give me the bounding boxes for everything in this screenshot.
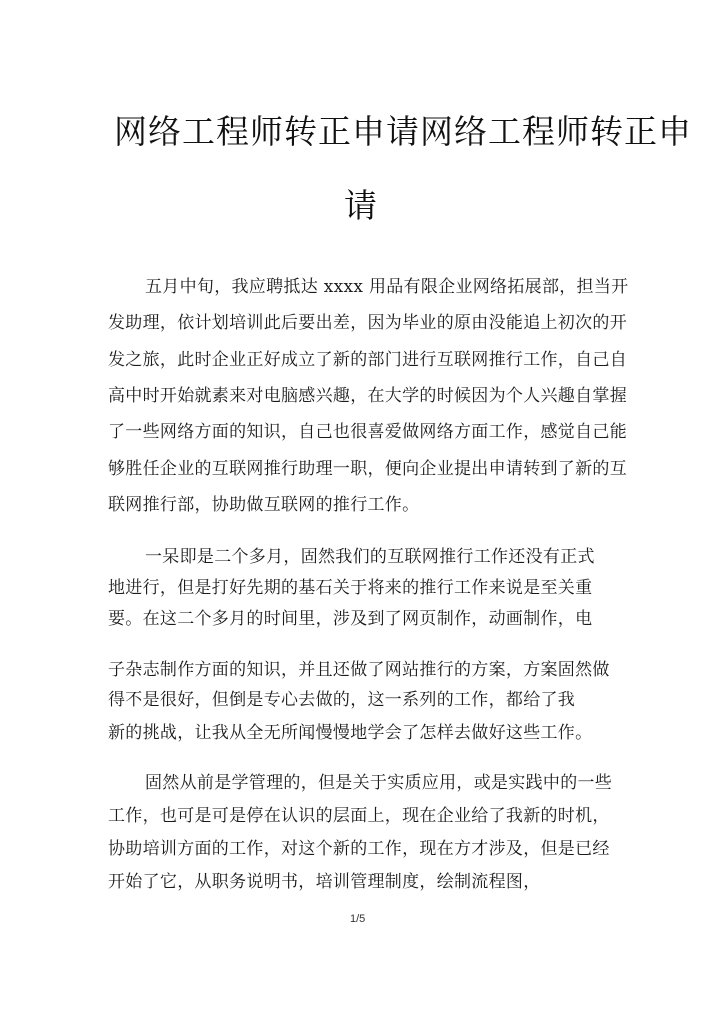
paragraph-1-line-5: 了一些网络方面的知识，自己也很喜爱做网络方面工作，感觉自己能 (108, 422, 627, 442)
paragraph-2-line-3: 要。在这二个多月的时间里，涉及到了网页制作，动画制作，电 (108, 609, 593, 629)
paragraph-3-line-1: 固然从前是学管理的，但是关于实质应用，或是实践中的一些 (145, 773, 613, 793)
paragraph-1-line-3: 发之旅，此时企业正好成立了新的部门进行互联网推行工作，自己自 (108, 350, 627, 370)
paragraph-3-line-4: 开始了它，从职务说明书，培训管理制度，绘制流程图， (108, 872, 541, 892)
paragraph-2-line-6: 新的挑战，让我从全无所闻慢慢地学会了怎样去做好这些工作。 (108, 723, 593, 743)
paragraph-1-line-6: 够胜任企业的互联网推行助理一职，便向企业提出申请转到了新的互 (108, 459, 627, 479)
paragraph-2-line-4: 子杂志制作方面的知识，并且还做了网站推行的方案，方案固然做 (108, 660, 610, 680)
paragraph-1-line-2: 发助理，依计划培训此后要出差，因为毕业的原由没能追上初次的开 (108, 313, 627, 333)
paragraph-3-line-3: 协助培训方面的工作，对这个新的工作，现在方才涉及，但是已经 (108, 839, 610, 859)
paragraph-1-line-7: 联网推行部，协助做互联网的推行工作。 (108, 495, 420, 515)
page-number: 1/5 (350, 913, 366, 925)
paragraph-2-line-5: 得不是很好，但倒是专心去做的，这一系列的工作，都给了我 (108, 690, 576, 710)
document-title-line-1: 网络工程师转正申请网络工程师转正申 (114, 112, 692, 151)
document-title-line-2: 请 (344, 186, 378, 225)
paragraph-2-line-1: 一呆即是二个多月，固然我们的互联网推行工作还没有正式 (145, 547, 595, 567)
paragraph-1-line-1: 五月中旬，我应聘抵达 xxxx 用品有限企业网络拓展部，担当开 (145, 277, 629, 297)
paragraph-2-line-2: 地进行，但是打好先期的基石关于将来的推行工作来说是至关重 (108, 578, 593, 598)
paragraph-1-line-4: 高中时开始就素来对电脑感兴趣，在大学的时候因为个人兴趣自掌握 (108, 386, 627, 406)
paragraph-3-line-2: 工作，也可是可是停在认识的层面上，现在企业给了我新的时机， (108, 806, 610, 826)
